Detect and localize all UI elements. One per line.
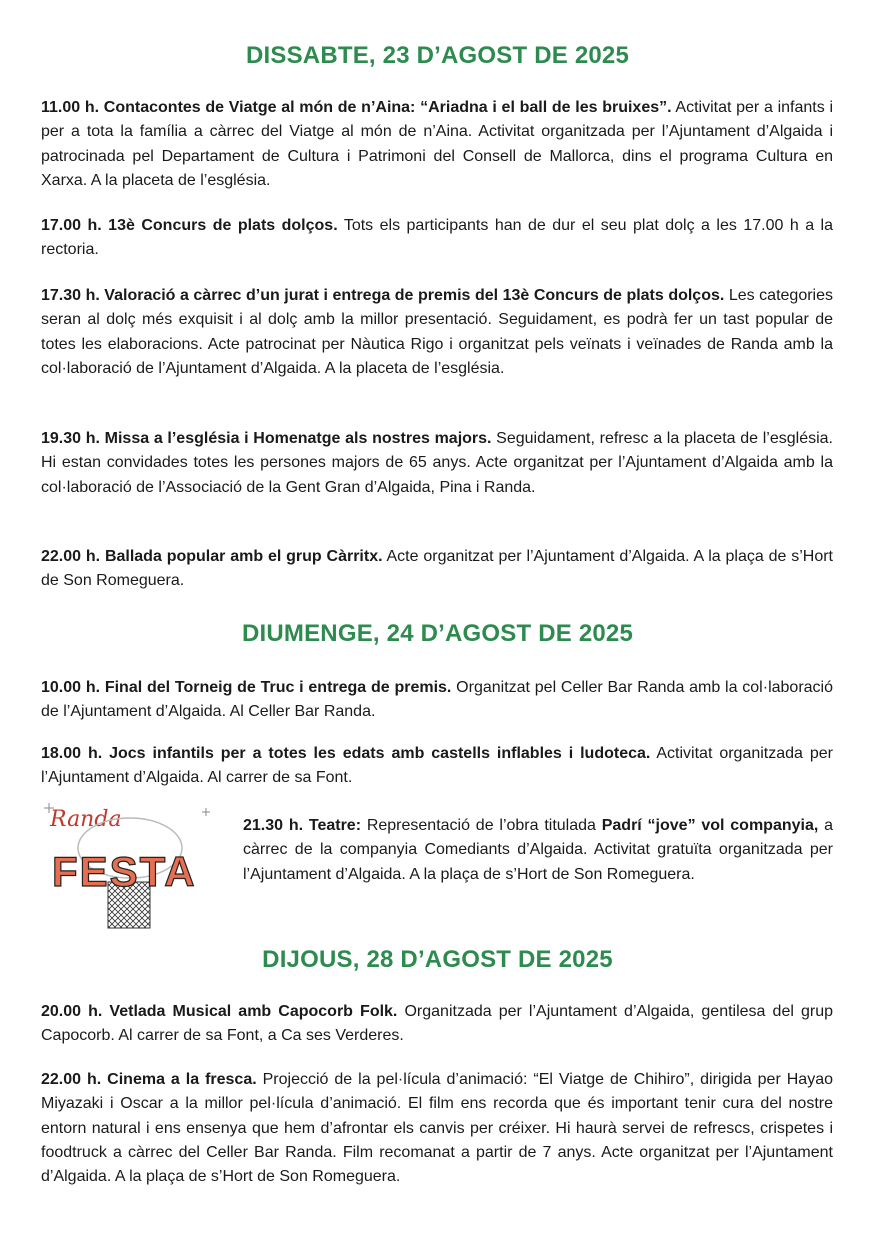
event-1000 — [41, 676, 833, 725]
event-title: 22.00 h. Ballada popular amb el grup Càrritx. — [41, 548, 383, 565]
event-title: 11.00 h. Contacontes de Viatge al món de n’Aina: “Ariadna i el ball de les bruixes”. — [41, 99, 672, 116]
event-text: Representació de l’obra titulada — [361, 817, 602, 834]
event-2000 — [41, 1000, 833, 1049]
event-2200 — [41, 545, 833, 594]
event-title: 17.30 h. Valoració a càrrec d’un jurat i entrega de premis del 13è Concurs de plats dolços. — [41, 287, 725, 304]
event-text: Acte organitzat per l’Ajuntament d’Algaida. A la plaça de s’Hort de Son Romeguera. — [41, 548, 834, 590]
event-title: 17.00 h. 13è Concurs de plats dolços. — [41, 217, 338, 234]
event-2200-cinema — [41, 1068, 833, 1189]
event-title: 20.00 h. Vetlada Musical amb Capocorb Folk. — [41, 1003, 398, 1020]
day-heading-thursday: DIJOUS, 28 D’AGOST DE 2025 — [262, 946, 613, 973]
event-title: 22.00 h. Cinema a la fresca. — [41, 1071, 257, 1088]
event-1730 — [41, 284, 833, 381]
event-1100 — [41, 96, 833, 193]
logo-script-text: Randa — [50, 807, 122, 832]
event-title: 18.00 h. Jocs infantils per a totes les edats amb castells inflables i ludoteca. — [41, 745, 651, 762]
event-text: Projecció de la pel·lícula d’animació: “El Viatge de Chihiro”, dirigida per Hayao Miyazaki i Oscar a la millor pel·lícula d’animació. El film ens recorda que és important tenir cura del nostre entorn natural i ens ensenya que hem d’afrontar els canvis per créixer. Hi haurà servei de refrescs, crispetes i foodtruck a càrrec del Celler Bar Randa. Film recomanat a partir de 7 anys. Acte organitzat per l’Ajuntament d’Algaida. A la plaça de s’Hort de Son Romeguera. — [41, 1071, 833, 1186]
event-text: a càrrec de la companyia Comediants d’Algaida. Activitat gratuïta organitzada per l’Ajuntament d’Algaida. A la plaça de s’Hort de Son Romeguera. — [243, 817, 834, 883]
event-text: Activitat organitzada per l’Ajuntament d’Algaida. Al carrer de sa Font. — [41, 745, 833, 787]
event-1800 — [41, 742, 833, 791]
event-1700 — [41, 214, 833, 263]
play-title: Padrí “jove” vol companyia, — [601, 817, 819, 834]
event-text: Tots els participants han de dur el seu plat dolç a les 17.00 h a la rectoria. — [41, 217, 833, 259]
day-heading-saturday: DISSABTE, 23 D’AGOST DE 2025 — [245, 42, 630, 69]
event-text: Les categories seran al dolç més exquisit i al dolç amb la millor presentació. Seguidament, es podrà fer un tast popular de totes les elaboracions. Acte patrocinat per Nàutica Rigo i organitzat pels veïnats i veïnades de Randa amb la col·laboració de l’Ajuntament d’Algaida. A la placeta de l’església. — [41, 287, 833, 377]
event-text: Seguidament, refresc a la placeta de l’església. Hi estan convidades totes les persones majors de 65 anys. Acte organitzat per l’Ajuntament d’Algaida amb la col·laboració de l’Associació de la Gent Gran d’Algaida, Pina i Randa. — [41, 430, 834, 496]
event-title: 10.00 h. Final del Torneig de Truc i entrega de premis. — [41, 679, 452, 696]
day-heading-sunday: DIUMENGE, 24 D’AGOST DE 2025 — [241, 620, 634, 647]
event-text: Activitat per a infants i per a tota la família a càrrec del Viatge al món de n’Aina. Activitat organitzada per l’Ajuntament d’Algaida i patrocinada pel Departament de Cultura i Patrimoni del Consell de Mallorca, dins el programa Cultura en Xarxa. A la placeta de l’església. — [41, 99, 833, 189]
event-2130 — [243, 814, 833, 887]
event-title: 21.30 h. Teatre: — [243, 817, 362, 834]
randa-festa-logo — [40, 798, 215, 930]
event-text: Organitzada per l’Ajuntament d’Algaida, gentilesa del grup Capocorb. Al carrer de sa Font, a Ca ses Verderes. — [41, 1003, 833, 1045]
event-text: Organitzat pel Celler Bar Randa amb la col·laboració de l’Ajuntament d’Algaida. Al Celler Bar Randa. — [41, 679, 833, 721]
event-title: 19.30 h. Missa a l’església i Homenatge als nostres majors. — [41, 430, 492, 447]
event-1930 — [41, 427, 833, 500]
logo-main-text: FESTA — [52, 848, 197, 895]
